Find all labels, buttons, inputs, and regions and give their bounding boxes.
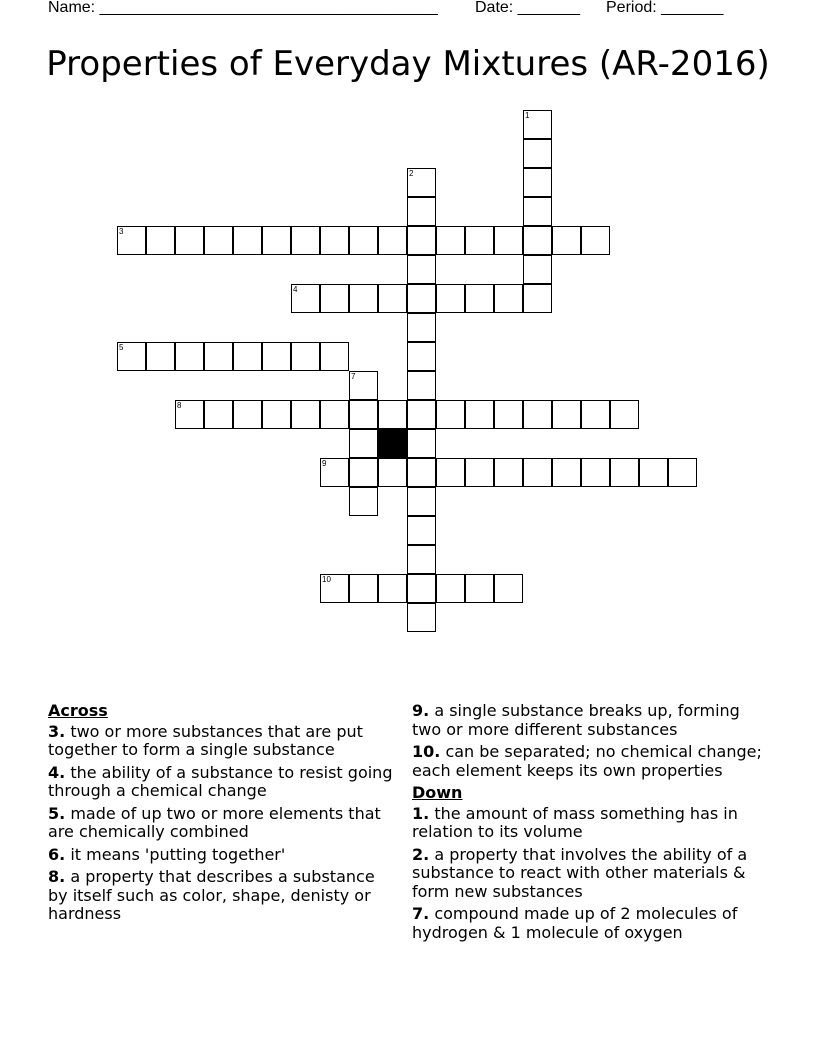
clue-text: compound made up of 2 molecules of hydrogen & 1 molecule of oxygen [412, 904, 738, 942]
crossword-cell[interactable] [494, 458, 523, 487]
crossword-cell[interactable] [291, 342, 320, 371]
clue-number-label: 8 [177, 401, 182, 410]
clue-number-label: 3 [119, 227, 124, 236]
crossword-cell[interactable] [320, 458, 349, 487]
crossword-cell[interactable] [407, 400, 436, 429]
crossword-cell[interactable] [349, 574, 378, 603]
crossword-cell[interactable] [465, 574, 494, 603]
crossword-cell[interactable] [378, 400, 407, 429]
clue-text: a property that involves the ability of a substance to react with other materials & form new substances [412, 844, 748, 901]
crossword-cell[interactable] [407, 429, 436, 458]
crossword-cell[interactable] [349, 226, 378, 255]
clue-number: 6. [48, 844, 66, 864]
clue-number: 5. [48, 803, 66, 823]
crossword-cell[interactable] [349, 400, 378, 429]
clue-across-6 [48, 846, 393, 865]
crossword-cell[interactable] [407, 516, 436, 545]
crossword-cell[interactable] [407, 371, 436, 400]
clue-text: it means 'putting together' [70, 844, 286, 864]
crossword-cell[interactable] [204, 226, 233, 255]
crossword-cell[interactable] [291, 226, 320, 255]
crossword-cell[interactable] [262, 400, 291, 429]
clue-number: 8. [48, 867, 66, 886]
crossword-cell[interactable] [378, 574, 407, 603]
crossword-cell[interactable] [146, 342, 175, 371]
crossword-cell[interactable] [146, 226, 175, 255]
clue-text: the amount of mass something has in relation to its volume [412, 803, 738, 841]
crossword-cell[interactable] [436, 574, 465, 603]
crossword-cell[interactable] [581, 458, 610, 487]
crossword-cell[interactable] [117, 226, 146, 255]
crossword-cell[interactable] [320, 342, 349, 371]
crossword-cell[interactable] [465, 400, 494, 429]
crossword-cell[interactable] [494, 284, 523, 313]
clues-column-right [412, 702, 772, 946]
crossword-cell[interactable] [436, 458, 465, 487]
clue-text: made of up two or more elements that are chemically combined [48, 803, 381, 841]
crossword-cell[interactable] [523, 110, 552, 139]
crossword-cell[interactable] [668, 458, 697, 487]
crossword-cell[interactable] [407, 458, 436, 487]
crossword-cell[interactable] [465, 458, 494, 487]
crossword-cell[interactable] [320, 574, 349, 603]
clue-across-8 [48, 868, 393, 924]
crossword-cell[interactable] [436, 400, 465, 429]
crossword-cell[interactable] [349, 458, 378, 487]
clue-number-label: 1 [525, 111, 530, 120]
crossword-cell[interactable] [175, 342, 204, 371]
clue-across-9 [412, 702, 772, 739]
clue-number-label: 4 [293, 285, 298, 294]
crossword-cell[interactable] [117, 342, 146, 371]
clue-number-label: 7 [351, 372, 356, 381]
crossword-cell[interactable] [581, 226, 610, 255]
crossword-cell[interactable] [523, 168, 552, 197]
crossword-cell[interactable] [407, 603, 436, 632]
clues-column-left [48, 702, 393, 928]
crossword-cell[interactable] [523, 400, 552, 429]
crossword-cell[interactable] [233, 400, 262, 429]
crossword-cell[interactable] [262, 226, 291, 255]
crossword-cell[interactable] [291, 284, 320, 313]
page-title: Properties of Everyday Mixtures (AR-2016) [46, 44, 770, 84]
crossword-cell[interactable] [552, 458, 581, 487]
crossword-cell[interactable] [407, 197, 436, 226]
crossword-cell[interactable] [233, 342, 262, 371]
date-field[interactable]: Date: _______ [475, 0, 580, 16]
crossword-cell[interactable] [175, 400, 204, 429]
crossword-cell[interactable] [436, 284, 465, 313]
crossword-cell[interactable] [204, 342, 233, 371]
crossword-cell[interactable] [610, 400, 639, 429]
crossword-cell[interactable] [349, 487, 378, 516]
crossword-cell[interactable] [552, 226, 581, 255]
clue-across-10 [412, 743, 772, 780]
clue-number: 2. [412, 844, 430, 864]
down-heading: Down [412, 783, 463, 802]
crossword-cell[interactable] [494, 574, 523, 603]
clue-across-4 [48, 764, 393, 801]
across-heading: Across [48, 701, 108, 720]
crossword-cell[interactable] [407, 284, 436, 313]
clue-number: 3. [48, 721, 66, 741]
crossword-cell[interactable] [436, 226, 465, 255]
clue-number-label: 2 [409, 169, 414, 178]
name-field[interactable]: Name: ______________________________________ [48, 0, 438, 16]
clue-number: 10. [412, 742, 441, 761]
crossword-cell[interactable] [262, 342, 291, 371]
crossword-cell[interactable] [407, 168, 436, 197]
crossword-cell[interactable] [523, 226, 552, 255]
crossword-cell[interactable] [407, 255, 436, 284]
crossword-cell[interactable] [378, 226, 407, 255]
crossword-cell[interactable] [349, 284, 378, 313]
clue-number: 7. [412, 904, 430, 923]
crossword-cell[interactable] [320, 226, 349, 255]
clue-number-label: 10 [322, 575, 331, 584]
crossword-cell[interactable] [407, 342, 436, 371]
crossword-cell[interactable] [465, 284, 494, 313]
crossword-cell[interactable] [407, 574, 436, 603]
clue-text: a property that describes a substance by itself such as color, shape, denisty or hardness [48, 867, 375, 923]
crossword-cell[interactable] [407, 313, 436, 342]
clue-number: 9. [412, 701, 430, 720]
clue-down-1 [412, 805, 772, 842]
crossword-cell[interactable] [349, 371, 378, 400]
black-cell [378, 429, 407, 458]
crossword-cell[interactable] [523, 284, 552, 313]
crossword-cell[interactable] [320, 284, 349, 313]
clue-text: can be separated; no chemical change; each element keeps its own properties [412, 742, 762, 780]
crossword-cell[interactable] [523, 255, 552, 284]
crossword-cell[interactable] [291, 400, 320, 429]
clue-number: 4. [48, 762, 66, 782]
crossword-cell[interactable] [494, 400, 523, 429]
crossword-cell[interactable] [175, 226, 204, 255]
crossword-cell[interactable] [204, 400, 233, 429]
crossword-cell[interactable] [378, 284, 407, 313]
period-field[interactable]: Period: _______ [606, 0, 724, 16]
crossword-cell[interactable] [523, 197, 552, 226]
crossword-cell[interactable] [523, 458, 552, 487]
crossword-cell[interactable] [523, 139, 552, 168]
clue-down-2 [412, 846, 772, 902]
crossword-cell[interactable] [407, 545, 436, 574]
crossword-cell[interactable] [407, 226, 436, 255]
clue-text: the ability of a substance to resist going through a chemical change [48, 762, 393, 800]
crossword-cell[interactable] [349, 429, 378, 458]
clue-text: a single substance breaks up, forming two or more different substances [412, 701, 740, 739]
crossword-cell[interactable] [494, 226, 523, 255]
crossword-cell[interactable] [233, 226, 262, 255]
crossword-cell[interactable] [552, 400, 581, 429]
clue-number-label: 9 [322, 459, 327, 468]
clue-across-5 [48, 805, 393, 842]
crossword-cell[interactable] [465, 226, 494, 255]
clue-text: two or more substances that are put together to form a single substance [48, 721, 363, 759]
crossword-cell[interactable] [407, 487, 436, 516]
clue-across-3 [48, 723, 393, 760]
crossword-cell[interactable] [320, 400, 349, 429]
crossword-cell[interactable] [610, 458, 639, 487]
crossword-cell[interactable] [378, 458, 407, 487]
crossword-cell[interactable] [581, 400, 610, 429]
clue-number-label: 5 [119, 343, 124, 352]
clue-number: 1. [412, 803, 430, 823]
clue-down-7 [412, 905, 772, 942]
crossword-cell[interactable] [639, 458, 668, 487]
